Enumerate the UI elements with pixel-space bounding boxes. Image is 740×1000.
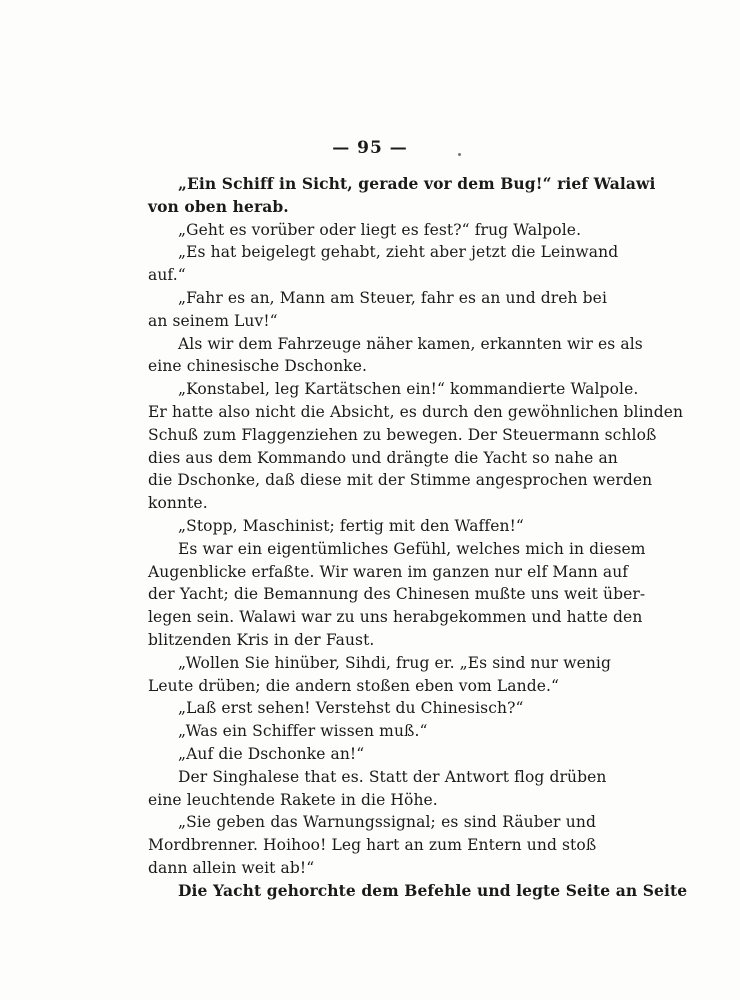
text-line: an seinem Luv!“ (148, 311, 278, 330)
text-line: „Fahr es an, Mann am Steuer, fahr es an und dreh bei (178, 288, 608, 307)
page-number: — 95 — (332, 138, 408, 158)
text-line: dies aus dem Kommando und drängte die Yacht so nahe an (148, 448, 618, 467)
paper-speck (458, 153, 461, 156)
text-line: „Laß erst sehen! Verstehst du Chinesisch?“ (178, 699, 524, 718)
text-line: „Was ein Schiffer wissen muß.“ (178, 722, 428, 741)
text-line: „Stopp, Maschinist; fertig mit den Waffen!“ (178, 516, 524, 535)
text-line: „Wollen Sie hinüber, Sihdi, frug er. „Es sind nur wenig (178, 653, 611, 672)
text-line: Er hatte also nicht die Absicht, es durch den gewöhnlichen blinden (148, 402, 684, 421)
text-line: „Konstabel, leg Kartätschen ein!“ kommandierte Walpole. (178, 380, 639, 399)
text-line: Es war ein eigentümliches Gefühl, welches mich in diesem (178, 539, 646, 558)
text-line: Leute drüben; die andern stoßen eben vom Lande.“ (148, 676, 560, 695)
text-line: „Sie geben das Warnungssignal; es sind Räuber und (178, 813, 596, 832)
text-line: die Dschonke, daß diese mit der Stimme angesprochen werden (148, 471, 653, 490)
text-line: Augenblicke erfaßte. Wir waren im ganzen nur elf Mann auf (148, 562, 629, 581)
text-line: konnte. (148, 494, 208, 513)
body-text (148, 173, 688, 903)
text-line: Schuß zum Flaggenziehen zu bewegen. Der Steuermann schloß (148, 425, 657, 444)
text-line: „Es hat beigelegt gehabt, zieht aber jetzt die Leinwand (178, 243, 619, 262)
text-line: Als wir dem Fahrzeuge näher kamen, erkannten wir es als (178, 334, 643, 353)
text-line: von oben herab. (148, 196, 289, 216)
text-line: der Yacht; die Bemannung des Chinesen mußte uns weit über- (148, 585, 646, 604)
text-line: eine leuchtende Rakete in die Höhe. (148, 790, 438, 809)
text-line: dann allein weit ab!“ (148, 858, 315, 877)
text-line: blitzenden Kris in der Faust. (148, 630, 375, 649)
text-line: Die Yacht gehorchte dem Befehle und legte Seite an Seite (178, 880, 688, 900)
text-line: „Ein Schiff in Sicht, gerade vor dem Bug!“ rief Walawi (178, 174, 656, 193)
text-line: Der Singhalese that es. Statt der Antwort flog drüben (178, 767, 607, 786)
text-line: auf.“ (148, 266, 186, 285)
text-line: Mordbrenner. Hoihoo! Leg hart an zum Entern und stoß (148, 836, 597, 855)
text-line: „Auf die Dschonke an!“ (178, 744, 365, 763)
text-line: legen sein. Walawi war zu uns herabgekommen und hatte den (148, 608, 643, 627)
text-line: eine chinesische Dschonke. (148, 357, 368, 376)
text-line: „Geht es vorüber oder liegt es fest?“ frug Walpole. (178, 220, 582, 239)
